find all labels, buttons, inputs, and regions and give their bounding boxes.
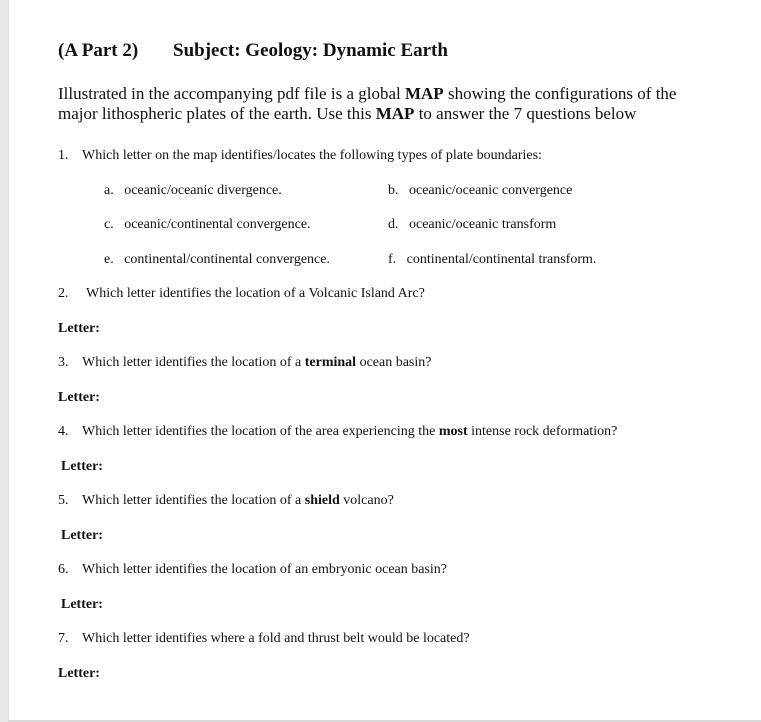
- option-b-label: b.: [388, 183, 399, 198]
- option-d-label: d.: [388, 217, 399, 232]
- answer-letter-6: Letter:: [61, 597, 103, 612]
- option-b-text: oceanic/oceanic convergence: [409, 183, 573, 198]
- question-6: [58, 562, 447, 578]
- question-4-bold-word: most: [438, 424, 468, 439]
- question-1: [58, 148, 542, 164]
- intro-paragraph: [58, 84, 718, 124]
- question-6-text: Which letter identifies the location of an embryonic ocean basin?: [82, 562, 448, 577]
- intro-text-2: showing the configurations of the major lithospheric plates of the earth. Use this: [58, 84, 677, 123]
- question-7-text: Which letter identifies where a fold and thrust belt would be located?: [82, 631, 470, 646]
- option-e: [104, 252, 330, 268]
- option-f: [388, 252, 596, 268]
- question-4-text-pre: Which letter identifies the location of the area experiencing the: [82, 424, 439, 439]
- intro-text-3: to answer the 7 questions below: [414, 104, 637, 123]
- answer-letter-2: Letter:: [58, 321, 100, 336]
- option-e-label: e.: [104, 252, 114, 267]
- question-4-text: [82, 424, 617, 439]
- option-a: [104, 183, 282, 199]
- question-3-text-post: ocean basin?: [356, 355, 432, 370]
- question-3: [58, 355, 432, 371]
- question-7-number: 7.: [58, 631, 69, 646]
- question-5-bold-word: shield: [304, 493, 340, 508]
- part-heading: (A Part 2): [58, 40, 139, 61]
- option-b: [388, 183, 572, 199]
- subject-heading: Subject: Geology: Dynamic Earth: [173, 40, 448, 61]
- question-7: [58, 631, 470, 647]
- option-c-label: c.: [104, 217, 114, 232]
- option-c-text: oceanic/continental convergence.: [124, 217, 311, 232]
- question-4: [58, 424, 617, 440]
- option-a-label: a.: [104, 183, 114, 198]
- intro-bold-map-2: MAP: [375, 104, 415, 123]
- question-5-text-post: volcano?: [339, 493, 394, 508]
- question-2: [58, 286, 425, 302]
- option-f-text: continental/continental transform.: [406, 252, 597, 267]
- intro-bold-map-1: MAP: [404, 84, 444, 103]
- option-f-label: f.: [388, 252, 397, 267]
- option-d-text: oceanic/oceanic transform: [409, 217, 557, 232]
- question-2-text: Which letter identifies the location of a Volcanic Island Arc?: [86, 286, 425, 301]
- question-4-text-post: intense rock deformation?: [467, 424, 618, 439]
- question-5-number: 5.: [58, 493, 69, 508]
- question-5: [58, 493, 394, 509]
- question-5-text-pre: Which letter identifies the location of a: [82, 493, 305, 508]
- answer-letter-3: Letter:: [58, 390, 100, 405]
- question-4-number: 4.: [58, 424, 69, 439]
- question-3-text-pre: Which letter identifies the location of a: [82, 355, 305, 370]
- question-5-text: [82, 493, 394, 508]
- answer-letter-5: Letter:: [61, 528, 103, 543]
- question-2-number: 2.: [58, 286, 69, 301]
- option-c: [104, 217, 311, 233]
- question-1-number: 1.: [58, 148, 69, 163]
- question-3-number: 3.: [58, 355, 69, 370]
- option-d: [388, 217, 556, 233]
- question-3-bold-word: terminal: [304, 355, 357, 370]
- question-6-number: 6.: [58, 562, 69, 577]
- option-a-text: oceanic/oceanic divergence.: [124, 183, 282, 198]
- option-e-text: continental/continental convergence.: [124, 252, 330, 267]
- answer-letter-4: Letter:: [61, 459, 103, 474]
- intro-text-1: Illustrated in the accompanying pdf file is a global: [58, 84, 405, 103]
- answer-letter-7: Letter:: [58, 666, 100, 681]
- question-1-text: Which letter on the map identifies/locates the following types of plate boundaries:: [82, 148, 542, 163]
- question-3-text: [82, 355, 432, 370]
